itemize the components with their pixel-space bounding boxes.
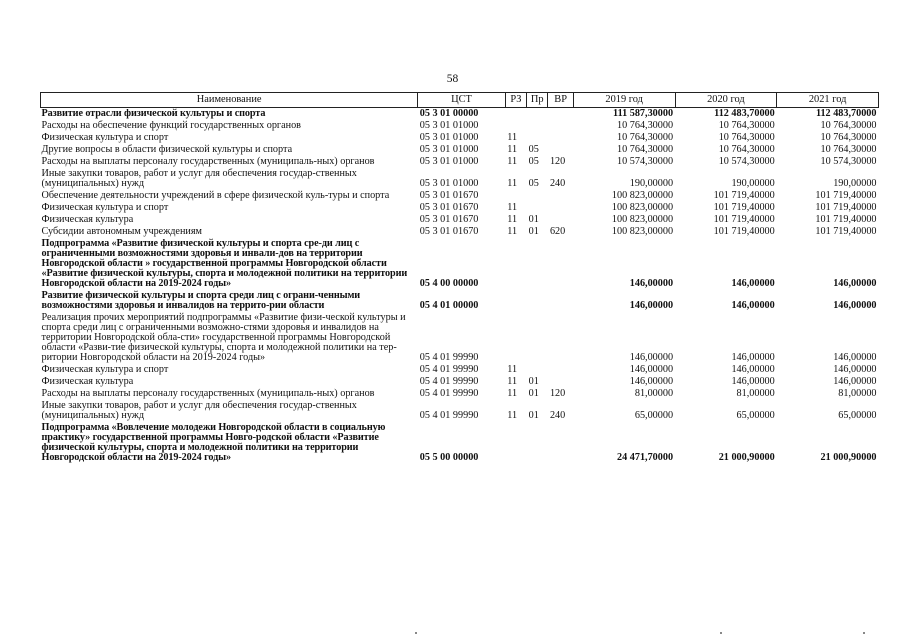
cell-rz: 11 [507,410,518,421]
cell-pr: 01 [528,388,539,399]
cell-2021: 10 764,30000 [820,120,877,131]
cell-rz [505,290,526,312]
cell-vr [548,290,573,312]
cell-2019: 81,00000 [634,388,674,399]
cell-cst: 05 4 01 99990 [419,364,479,375]
cell-pr: 01 [528,376,539,387]
cell-cst: 05 5 00 00000 [419,452,479,463]
cell-2021: 146,00000 [833,278,877,289]
cell-2019: 100 823,00000 [611,190,674,201]
cell-2019: 100 823,00000 [611,214,674,225]
cell-2020: 146,00000 [731,300,775,311]
cell-rz [505,422,526,464]
cell-2021: 101 719,40000 [815,214,877,225]
header-cst: ЦСТ [418,93,505,108]
budget-table [40,92,879,464]
table-row [41,202,879,214]
table-row [41,290,879,312]
cell-2019: 146,00000 [629,364,674,375]
cell-name: Физическая культура и спорт [41,202,169,213]
cell-name: Обеспечение деятельности учреждений в сфере физической куль-туры и спорта [41,190,390,201]
cell-2020: 10 764,30000 [718,120,775,131]
cell-name: Иные закупки товаров, работ и услуг для обеспечения государ-ственных (муниципальных) нужд [41,400,357,421]
cell-vr [548,422,573,464]
cell-2020: 10 574,30000 [718,156,775,167]
cell-vr: 620 [549,226,566,237]
cell-2021: 10 764,30000 [820,144,877,155]
cell-rz [505,190,526,202]
cell-vr [548,214,573,226]
cell-name: Расходы на выплаты персоналу государственных (муниципаль-ных) органов [41,388,375,399]
cell-2020: 65,00000 [736,410,775,421]
table-row [41,238,879,290]
cell-pr [527,238,548,290]
cell-2019: 100 823,00000 [611,226,674,237]
cell-pr [527,190,548,202]
cell-cst: 05 3 01 01000 [419,144,479,155]
cell-2021: 65,00000 [838,410,877,421]
cell-pr: 01 [528,214,539,225]
table-row [41,388,879,400]
table-row [41,132,879,144]
cell-2020: 101 719,40000 [713,214,775,225]
cell-2020: 101 719,40000 [713,202,775,213]
cell-pr: 01 [528,226,539,237]
cell-2019: 190,00000 [629,178,674,189]
cell-vr [548,238,573,290]
cell-name: Физическая культура и спорт [41,132,169,143]
cell-cst: 05 4 01 00000 [419,300,479,311]
cell-2020: 146,00000 [731,376,775,387]
table-row [41,144,879,156]
cell-vr [548,144,573,156]
table-row [41,156,879,168]
cell-2020: 146,00000 [731,364,775,375]
cell-rz: 11 [507,388,518,399]
cell-pr: 05 [528,144,539,155]
cell-rz [505,312,526,364]
cell-2021: 146,00000 [833,364,877,375]
cell-cst: 05 4 01 99990 [419,410,479,421]
cell-vr [548,132,573,144]
cell-2021: 101 719,40000 [815,190,877,201]
cell-name: Физическая культура [41,214,134,225]
cell-rz: 11 [507,214,518,225]
cell-cst: 05 3 01 01670 [419,226,479,237]
cell-2021: 10 574,30000 [820,156,877,167]
cell-pr: 05 [528,178,539,189]
cell-cst: 05 3 01 01670 [419,202,479,213]
cell-2020: 10 764,30000 [718,132,775,143]
cell-cst: 05 3 01 01000 [419,178,479,189]
header-name: Наименование [41,93,418,108]
cell-2019: 100 823,00000 [611,202,674,213]
cell-rz: 11 [507,364,518,375]
cell-pr [527,108,548,121]
cell-cst: 05 3 01 00000 [419,108,479,119]
cell-2021: 146,00000 [833,376,877,387]
header-pr: Пр [527,93,548,108]
cell-2020: 81,00000 [736,388,775,399]
cell-2019: 111 587,30000 [613,108,674,119]
cell-pr [527,202,548,214]
cell-name: Расходы на выплаты персоналу государственных (муниципаль-ных) органов [41,156,375,167]
cell-rz [505,120,526,132]
cell-pr [527,422,548,464]
table-row [41,422,879,464]
cell-cst: 05 4 01 99990 [419,352,479,363]
header-2019: 2019 год [573,93,675,108]
header-2020: 2020 год [675,93,777,108]
cell-2019: 10 764,30000 [617,144,674,155]
table-row [41,108,879,121]
cell-rz [505,238,526,290]
table-row [41,190,879,202]
cell-name: Развитие физической культуры и спорта среди лиц с ограни-ченными возможностями здоровья и инвалидов на террито-рии области [41,290,361,311]
cell-vr [548,120,573,132]
cell-cst: 05 3 01 01670 [419,214,479,225]
cell-pr: 05 [528,156,539,167]
cell-2020: 101 719,40000 [713,190,775,201]
cell-2021: 190,00000 [833,178,877,189]
cell-2021: 146,00000 [833,352,877,363]
cell-2021: 21 000,90000 [820,452,877,463]
cell-vr [548,108,573,121]
table-header-row [41,93,879,108]
table-row [41,364,879,376]
header-vr: ВР [548,93,573,108]
page-number: 58 [446,73,459,85]
cell-vr: 120 [549,388,566,399]
cell-2019: 65,00000 [634,410,674,421]
cell-vr [548,312,573,364]
cell-2020: 146,00000 [731,352,775,363]
cell-2019: 10 764,30000 [617,132,674,143]
cell-2020: 21 000,90000 [718,452,775,463]
cell-2021: 146,00000 [833,300,877,311]
cell-rz: 11 [507,144,518,155]
table-body [41,108,879,465]
table-row [41,376,879,388]
cell-rz: 11 [507,132,518,143]
cell-name: Подпрограмма «Вовлечение молодежи Новгородской области в социальную практику» государственной программы Новго-родской области «Развитие физической культуры, спорта и молодежной политики на территории Новгородской области на 2019-2024 годы» [41,422,386,463]
table-row [41,226,879,238]
cell-name: Подпрограмма «Развитие физической культуры и спорта сре-ди лиц с ограниченными возможностями здоровья и инвали-дов на территории Новгородской области » государственной программы Новгородской области «Развитие физической культуры, спорта и молодежной политики на территории Новгородской области на 2019-2024 годы» [41,238,408,289]
cell-cst: 05 4 00 00000 [419,278,479,289]
cell-pr [527,120,548,132]
cell-name: Субсидии автономным учреждениям [41,226,202,237]
cell-2019: 24 471,70000 [617,452,674,463]
cell-2021: 112 483,70000 [815,108,877,119]
cell-2019: 146,00000 [629,352,674,363]
cell-2019: 146,00000 [629,376,674,387]
scan-marks [0,632,905,638]
header-2021: 2021 год [777,93,879,108]
cell-pr [527,132,548,144]
cell-name: Физическая культура и спорт [41,364,169,375]
cell-cst: 05 4 01 99990 [419,376,479,387]
cell-pr [527,312,548,364]
cell-cst: 05 3 01 01000 [419,132,479,143]
cell-vr: 240 [549,178,566,189]
cell-rz: 11 [507,156,518,167]
cell-2021: 101 719,40000 [815,202,877,213]
cell-vr: 120 [549,156,566,167]
cell-cst: 05 3 01 01000 [419,120,479,131]
cell-vr [548,364,573,376]
cell-2019: 146,00000 [629,278,674,289]
table-row [41,400,879,422]
header-rz: РЗ [505,93,526,108]
cell-2020: 146,00000 [731,278,775,289]
cell-cst: 05 4 01 99990 [419,388,479,399]
cell-2020: 112 483,70000 [714,108,775,119]
cell-name: Физическая культура [41,376,134,387]
cell-vr: 240 [549,410,566,421]
cell-name: Иные закупки товаров, работ и услуг для обеспечения государ-ственных (муниципальных) нужд [41,168,357,189]
cell-rz: 11 [507,178,518,189]
table-row [41,120,879,132]
cell-pr: 01 [528,410,539,421]
cell-2019: 10 574,30000 [617,156,674,167]
table-row [41,312,879,364]
cell-vr [548,376,573,388]
cell-2021: 101 719,40000 [815,226,877,237]
cell-2020: 10 764,30000 [718,144,775,155]
cell-rz [505,108,526,121]
cell-vr [548,190,573,202]
cell-cst: 05 3 01 01670 [419,190,479,201]
cell-name: Другие вопросы в области физической культуры и спорта [41,144,293,155]
cell-name: Расходы на обеспечение функций государственных органов [41,120,301,131]
cell-pr [527,290,548,312]
table-row [41,214,879,226]
cell-rz: 11 [507,226,518,237]
cell-cst: 05 3 01 01000 [419,156,479,167]
cell-2020: 101 719,40000 [713,226,775,237]
cell-2019: 146,00000 [629,300,674,311]
cell-2021: 10 764,30000 [820,132,877,143]
cell-2019: 10 764,30000 [617,120,674,131]
cell-rz: 11 [507,202,518,213]
cell-pr [527,364,548,376]
cell-rz: 11 [507,376,518,387]
table-row [41,168,879,190]
cell-name: Реализация прочих мероприятий подпрограммы «Развитие физи-ческой культуры и спорта среди лиц с ограниченными возможно-стями здоровья и инвалидов на территории Новгородской обла-сти» государственной программы Новгородской области «Разви-тие физической культуры, спорта и молодежной политики на тер-ритории Новгородской области на 2019-2024 годы» [41,312,406,363]
cell-vr [548,202,573,214]
cell-2020: 190,00000 [731,178,775,189]
cell-name: Развитие отрасли физической культуры и спорта [41,108,266,119]
cell-2021: 81,00000 [838,388,877,399]
